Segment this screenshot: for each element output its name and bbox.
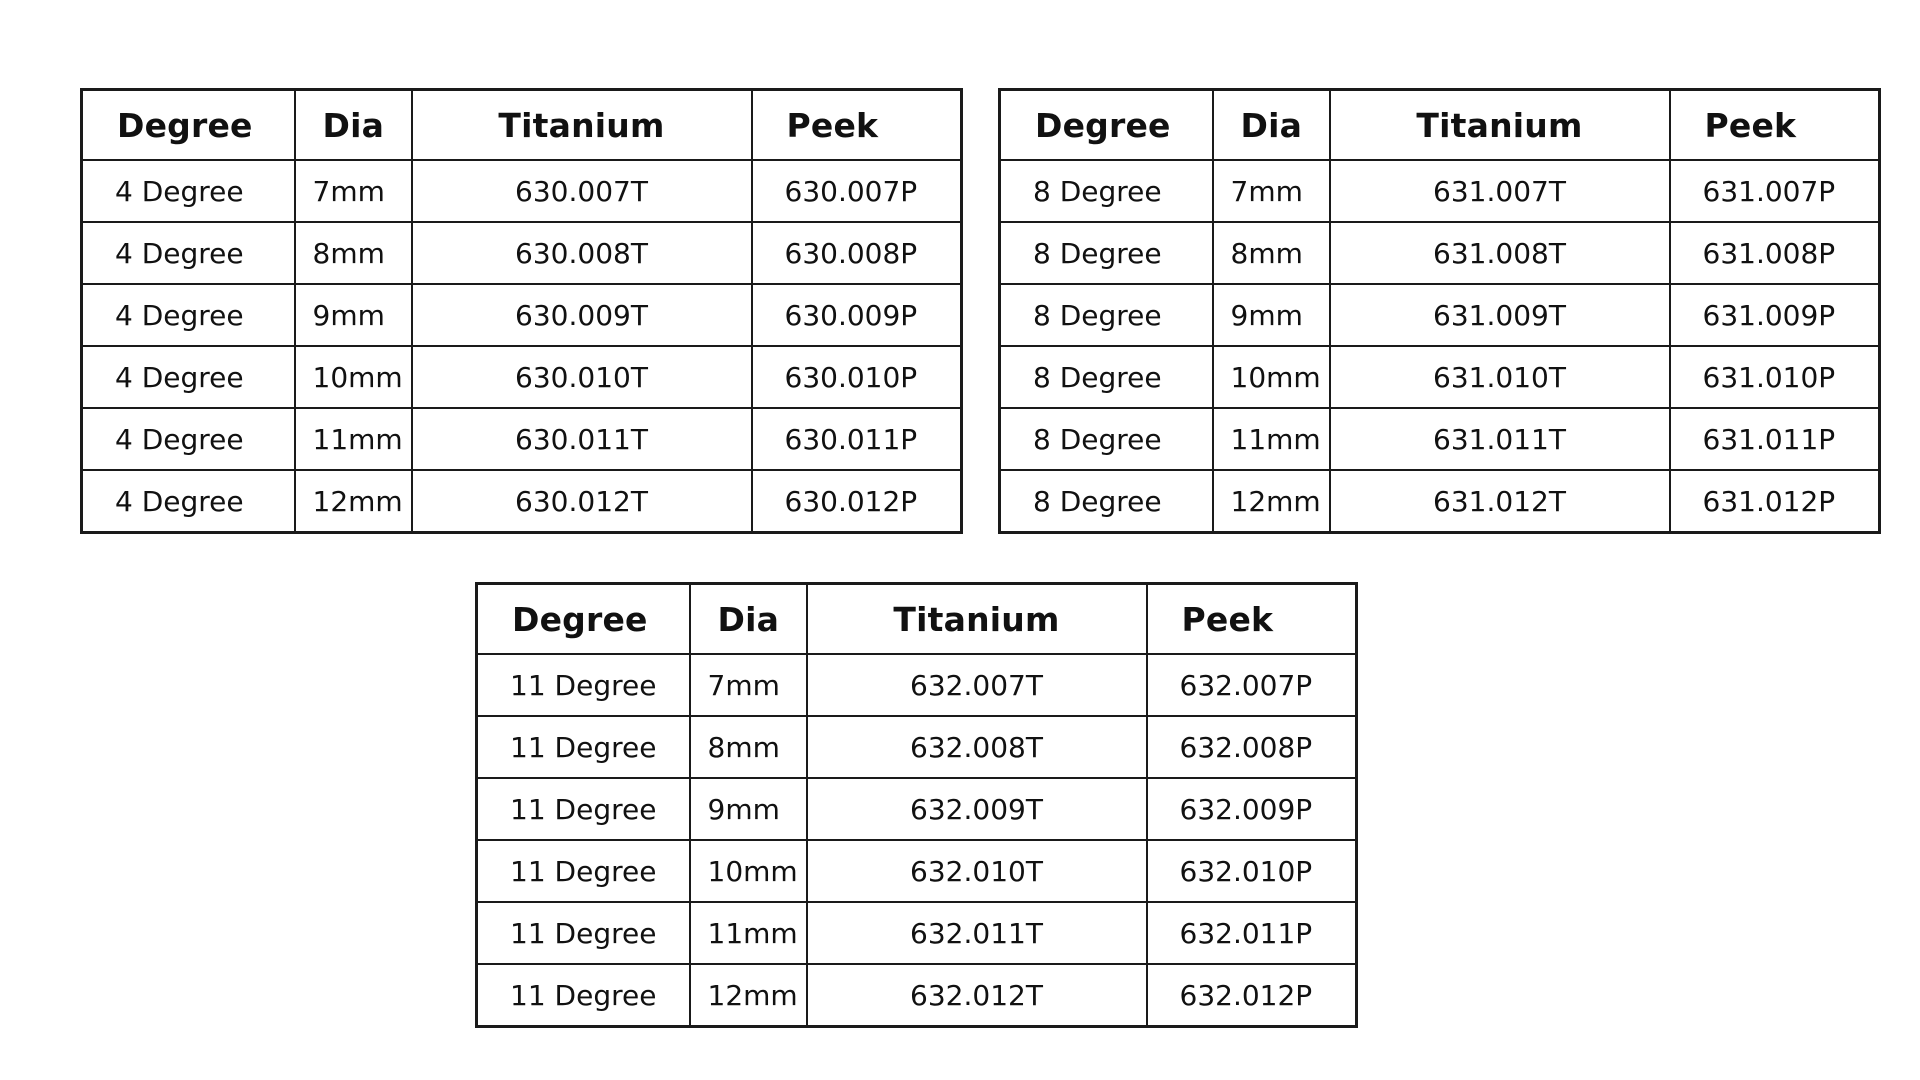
cell-peek: 631.012P xyxy=(1670,470,1880,533)
table-row xyxy=(1000,284,1880,346)
header-peek: Peek xyxy=(1670,90,1880,161)
cell-peek: 631.008P xyxy=(1670,222,1880,284)
cell-degree: 11 Degree xyxy=(477,778,690,840)
cell-dia: 11mm xyxy=(295,408,412,470)
cell-dia: 12mm xyxy=(690,964,807,1027)
cell-titanium: 631.008T xyxy=(1330,222,1670,284)
cell-dia: 7mm xyxy=(690,654,807,716)
cell-degree: 4 Degree xyxy=(82,284,295,346)
cell-degree: 11 Degree xyxy=(477,964,690,1027)
header-dia: Dia xyxy=(295,90,412,161)
table-row xyxy=(1000,346,1880,408)
header-degree: Degree xyxy=(477,584,690,655)
cell-dia: 8mm xyxy=(295,222,412,284)
table-row xyxy=(1000,222,1880,284)
cell-peek: 631.011P xyxy=(1670,408,1880,470)
cell-dia: 10mm xyxy=(295,346,412,408)
cell-degree: 8 Degree xyxy=(1000,284,1213,346)
cell-peek: 631.010P xyxy=(1670,346,1880,408)
cell-degree: 4 Degree xyxy=(82,222,295,284)
spec-table-4-degree xyxy=(80,88,963,534)
header-degree: Degree xyxy=(1000,90,1213,161)
spec-table-11-degree xyxy=(475,582,1358,1028)
table-header-row xyxy=(1000,90,1880,161)
cell-peek: 632.009P xyxy=(1147,778,1357,840)
cell-dia: 8mm xyxy=(1213,222,1330,284)
cell-peek: 632.011P xyxy=(1147,902,1357,964)
table-header-row xyxy=(477,584,1357,655)
cell-titanium: 632.009T xyxy=(807,778,1147,840)
cell-titanium: 631.009T xyxy=(1330,284,1670,346)
cell-peek: 632.008P xyxy=(1147,716,1357,778)
table-row xyxy=(1000,160,1880,222)
cell-degree: 8 Degree xyxy=(1000,160,1213,222)
cell-dia: 9mm xyxy=(690,778,807,840)
cell-degree: 4 Degree xyxy=(82,160,295,222)
table-row xyxy=(1000,470,1880,533)
header-dia: Dia xyxy=(690,584,807,655)
table-row xyxy=(477,654,1357,716)
table-row xyxy=(477,716,1357,778)
table-row xyxy=(477,778,1357,840)
cell-titanium: 630.011T xyxy=(412,408,752,470)
table-row xyxy=(82,222,962,284)
cell-titanium: 632.007T xyxy=(807,654,1147,716)
header-peek: Peek xyxy=(1147,584,1357,655)
cell-titanium: 632.010T xyxy=(807,840,1147,902)
cell-peek: 631.007P xyxy=(1670,160,1880,222)
header-degree: Degree xyxy=(82,90,295,161)
cell-peek: 630.008P xyxy=(752,222,962,284)
cell-dia: 11mm xyxy=(1213,408,1330,470)
cell-peek: 630.010P xyxy=(752,346,962,408)
cell-titanium: 630.008T xyxy=(412,222,752,284)
header-dia: Dia xyxy=(1213,90,1330,161)
table-row xyxy=(477,902,1357,964)
cell-dia: 10mm xyxy=(1213,346,1330,408)
cell-peek: 630.012P xyxy=(752,470,962,533)
cell-dia: 12mm xyxy=(295,470,412,533)
cell-degree: 8 Degree xyxy=(1000,346,1213,408)
table-row xyxy=(477,964,1357,1027)
cell-dia: 7mm xyxy=(295,160,412,222)
cell-dia: 10mm xyxy=(690,840,807,902)
cell-dia: 7mm xyxy=(1213,160,1330,222)
table-row xyxy=(1000,408,1880,470)
cell-titanium: 630.012T xyxy=(412,470,752,533)
header-titanium: Titanium xyxy=(1330,90,1670,161)
cell-titanium: 631.010T xyxy=(1330,346,1670,408)
cell-dia: 12mm xyxy=(1213,470,1330,533)
cell-degree: 11 Degree xyxy=(477,716,690,778)
cell-peek: 631.009P xyxy=(1670,284,1880,346)
table-row xyxy=(82,470,962,533)
header-titanium: Titanium xyxy=(412,90,752,161)
spec-table-8-degree xyxy=(998,88,1881,534)
cell-peek: 630.007P xyxy=(752,160,962,222)
cell-peek: 632.012P xyxy=(1147,964,1357,1027)
cell-titanium: 632.011T xyxy=(807,902,1147,964)
header-titanium: Titanium xyxy=(807,584,1147,655)
table-row xyxy=(82,408,962,470)
table-row xyxy=(82,160,962,222)
cell-degree: 8 Degree xyxy=(1000,222,1213,284)
table-row xyxy=(82,284,962,346)
cell-dia: 9mm xyxy=(1213,284,1330,346)
cell-dia: 9mm xyxy=(295,284,412,346)
cell-degree: 4 Degree xyxy=(82,408,295,470)
cell-titanium: 632.012T xyxy=(807,964,1147,1027)
cell-titanium: 631.012T xyxy=(1330,470,1670,533)
cell-dia: 8mm xyxy=(690,716,807,778)
cell-peek: 632.010P xyxy=(1147,840,1357,902)
cell-titanium: 630.009T xyxy=(412,284,752,346)
table-header-row xyxy=(82,90,962,161)
cell-degree: 4 Degree xyxy=(82,346,295,408)
cell-titanium: 630.010T xyxy=(412,346,752,408)
cell-peek: 630.009P xyxy=(752,284,962,346)
header-peek: Peek xyxy=(752,90,962,161)
cell-degree: 11 Degree xyxy=(477,840,690,902)
table-row xyxy=(477,840,1357,902)
cell-titanium: 632.008T xyxy=(807,716,1147,778)
cell-degree: 8 Degree xyxy=(1000,470,1213,533)
table-row xyxy=(82,346,962,408)
cell-degree: 11 Degree xyxy=(477,902,690,964)
cell-peek: 632.007P xyxy=(1147,654,1357,716)
cell-degree: 11 Degree xyxy=(477,654,690,716)
cell-dia: 11mm xyxy=(690,902,807,964)
cell-degree: 4 Degree xyxy=(82,470,295,533)
cell-titanium: 631.007T xyxy=(1330,160,1670,222)
cell-degree: 8 Degree xyxy=(1000,408,1213,470)
cell-peek: 630.011P xyxy=(752,408,962,470)
cell-titanium: 631.011T xyxy=(1330,408,1670,470)
cell-titanium: 630.007T xyxy=(412,160,752,222)
